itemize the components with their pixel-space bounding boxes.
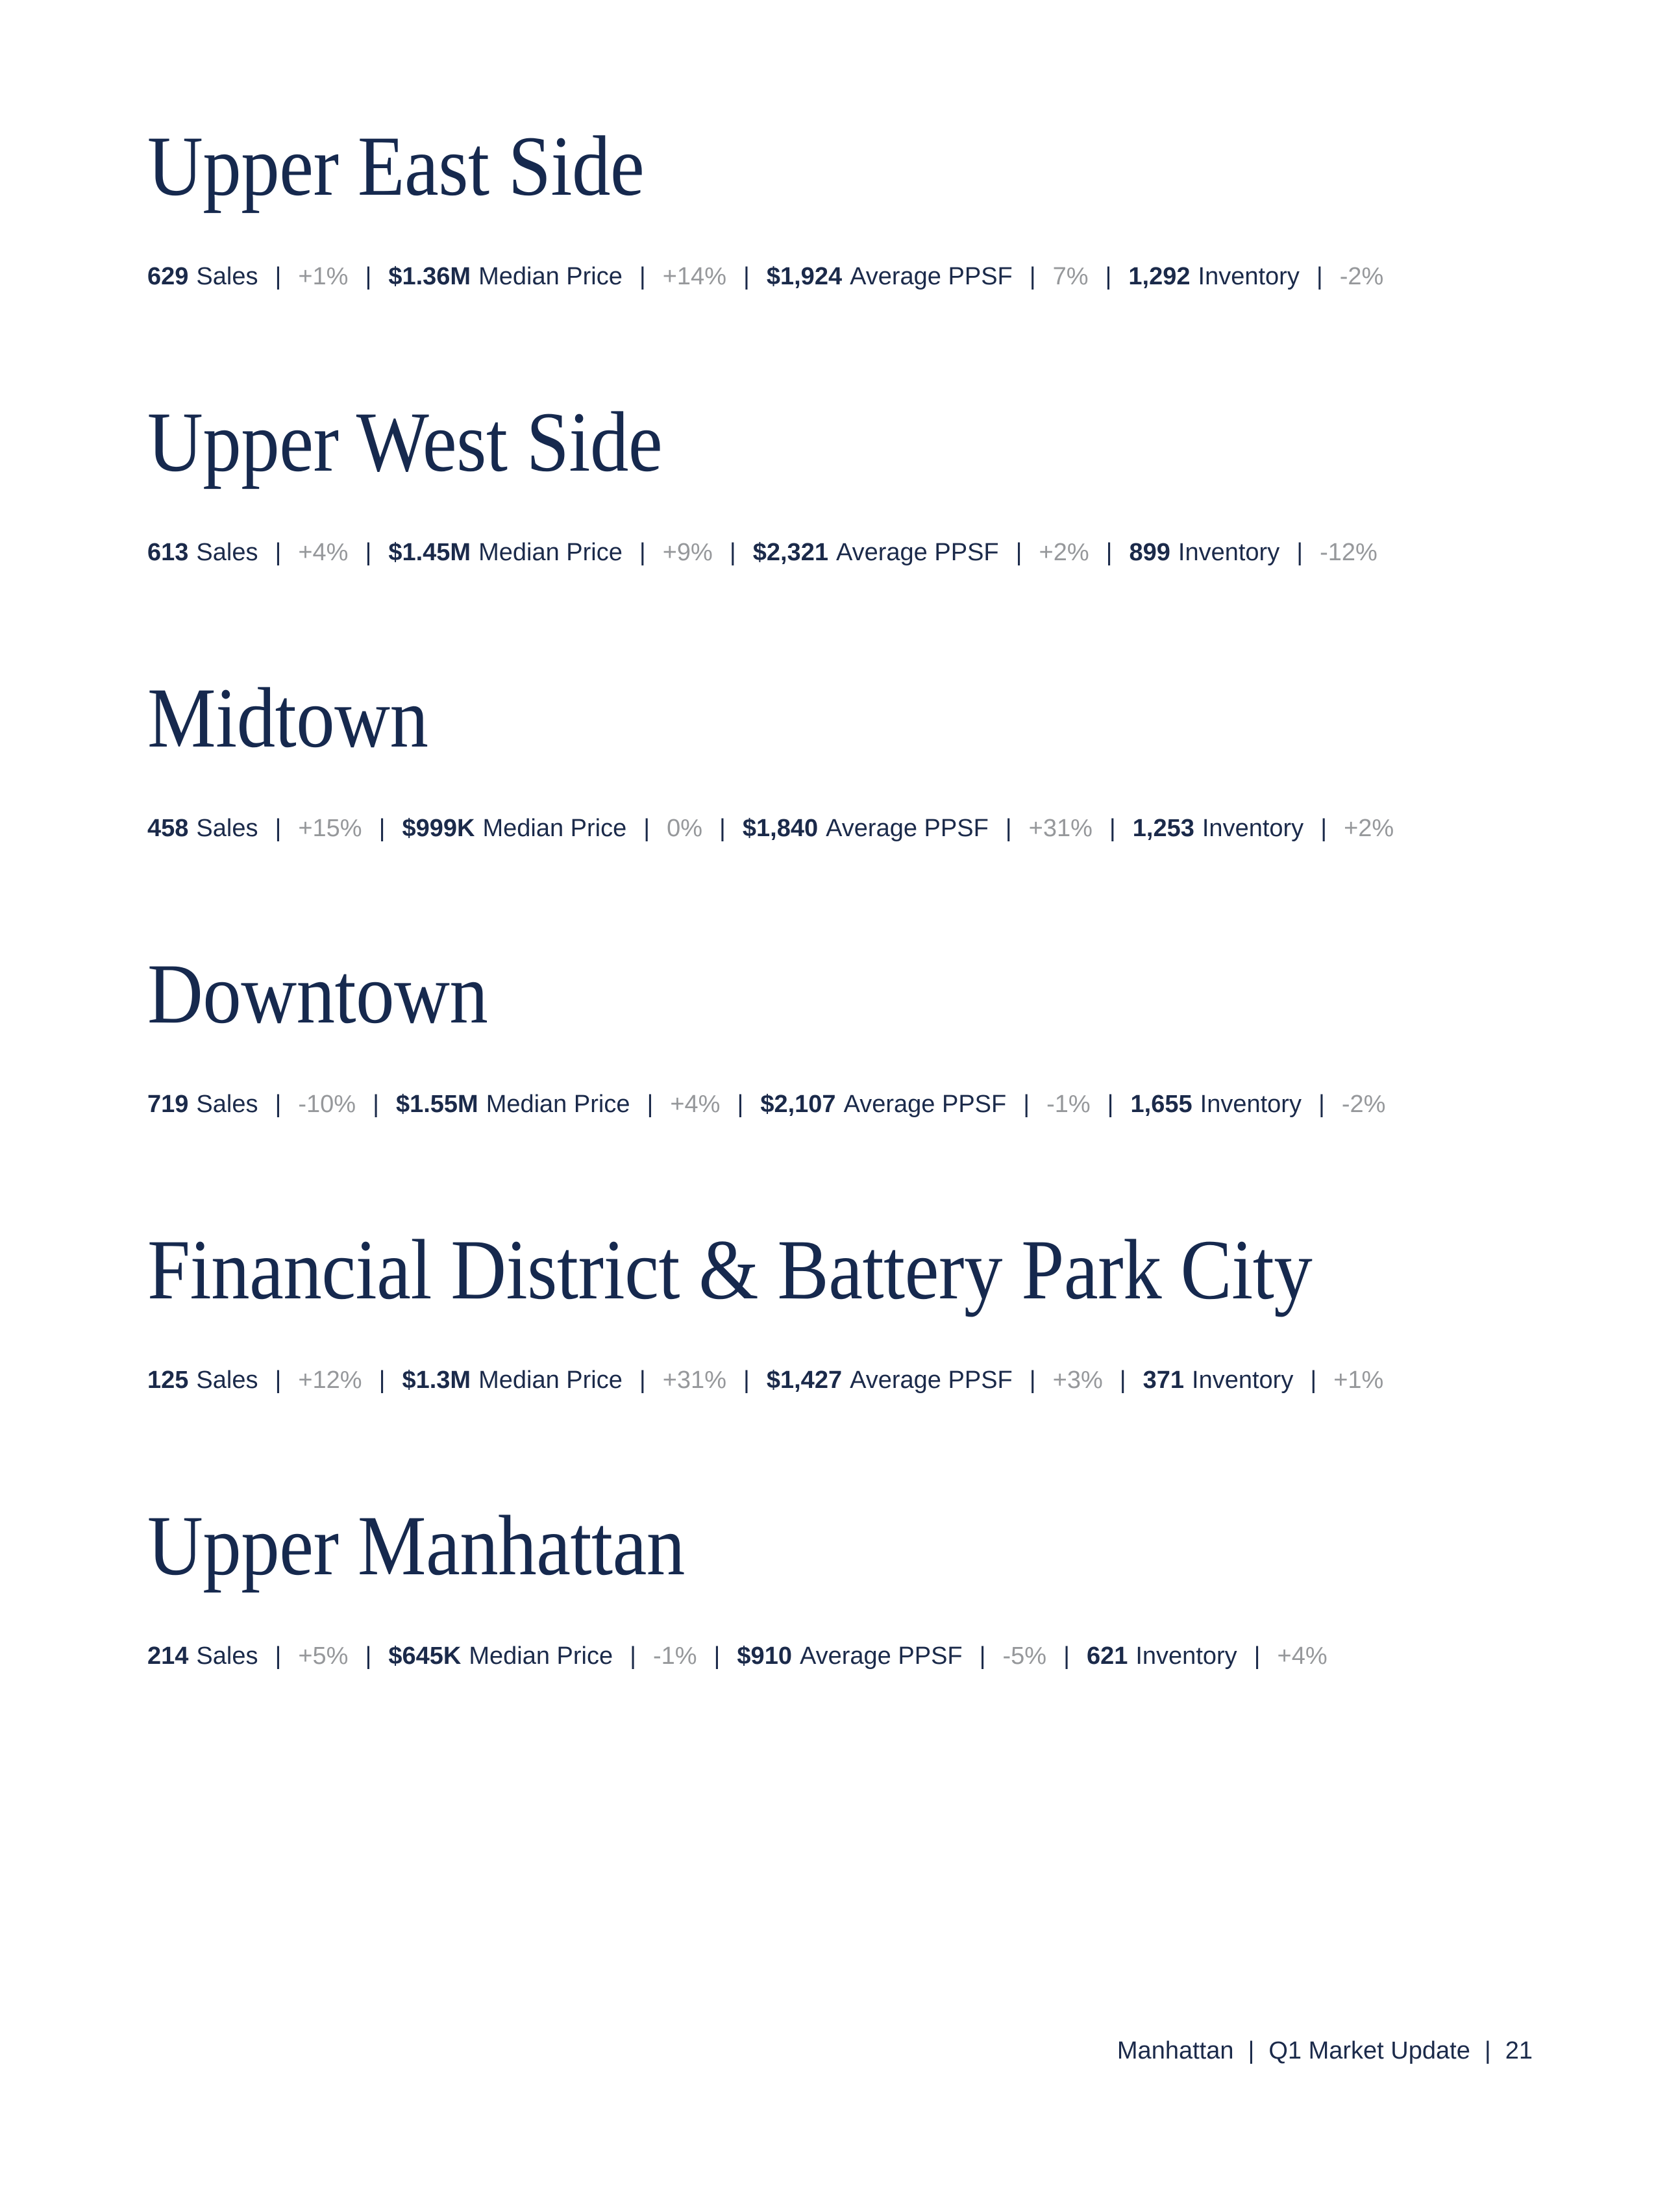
separator: | <box>378 1367 386 1394</box>
neighborhood-stats <box>147 1644 1533 1668</box>
separator: | <box>643 815 650 842</box>
stat-change: 0% <box>667 815 703 842</box>
separator: | <box>275 1367 282 1394</box>
stat-label: Average PPSF <box>843 1091 1007 1118</box>
neighborhood-stats <box>147 264 1533 289</box>
footer-separator: | <box>1248 2037 1255 2064</box>
stat-label: Inventory <box>1192 1367 1294 1394</box>
separator: | <box>979 1642 986 1670</box>
stat-change: +2% <box>1039 539 1089 566</box>
stat-label: Sales <box>196 1091 258 1118</box>
stat-value: $2,107 <box>760 1091 836 1118</box>
neighborhood-stats <box>147 1092 1533 1117</box>
stat-label: Inventory <box>1198 263 1300 290</box>
stat-value: 613 <box>147 539 189 566</box>
stat-change: +1% <box>1333 1367 1384 1394</box>
stat-value: 125 <box>147 1367 189 1394</box>
stat-value: 899 <box>1129 539 1170 566</box>
neighborhood-section <box>147 394 1533 566</box>
stat-change: +4% <box>298 539 349 566</box>
stat-label: Sales <box>196 1642 258 1670</box>
stat-label: Median Price <box>478 263 623 290</box>
separator: | <box>713 1642 721 1670</box>
stat-value: $1,924 <box>766 263 843 290</box>
neighborhood-title: Downtown <box>147 946 488 1041</box>
stat-value: 621 <box>1086 1642 1128 1670</box>
stat-change: -12% <box>1320 539 1377 566</box>
stat-label: Average PPSF <box>799 1642 963 1670</box>
separator: | <box>1318 1091 1325 1118</box>
stat-change: -1% <box>1046 1091 1091 1118</box>
separator: | <box>630 1642 636 1670</box>
neighborhood-stats <box>147 816 1533 841</box>
neighborhood-title: Financial District & Battery Park City <box>147 1222 1313 1317</box>
stat-value: 214 <box>147 1642 189 1670</box>
stat-label: Median Price <box>478 539 623 566</box>
separator: | <box>275 815 282 842</box>
stat-value: 371 <box>1143 1367 1185 1394</box>
stat-label: Average PPSF <box>826 815 989 842</box>
stat-value: 1,292 <box>1128 263 1191 290</box>
stat-change: +12% <box>298 1367 362 1394</box>
separator: | <box>647 1091 654 1118</box>
separator: | <box>719 815 726 842</box>
neighborhood-section <box>147 670 1533 842</box>
separator: | <box>639 539 646 566</box>
stat-label: Sales <box>196 815 258 842</box>
footer-region: Manhattan <box>1117 2037 1234 2064</box>
stat-label: Average PPSF <box>850 263 1013 290</box>
stat-label: Sales <box>196 539 258 566</box>
separator: | <box>639 263 646 290</box>
stat-value: $999K <box>402 815 475 842</box>
footer-report-title: Q1 Market Update <box>1268 2037 1470 2064</box>
stat-label: Inventory <box>1200 1091 1302 1118</box>
separator: | <box>275 1091 282 1118</box>
stat-value: $645K <box>388 1642 462 1670</box>
stat-value: 629 <box>147 263 189 290</box>
separator: | <box>639 1367 646 1394</box>
stat-change: +15% <box>298 815 362 842</box>
separator: | <box>365 539 372 566</box>
stat-label: Median Price <box>482 815 627 842</box>
stat-change: +3% <box>1052 1367 1103 1394</box>
stat-value: $1,427 <box>766 1367 843 1394</box>
stat-value: $910 <box>737 1642 792 1670</box>
stat-value: $1.45M <box>388 539 471 566</box>
stat-label: Average PPSF <box>835 539 999 566</box>
stat-change: +4% <box>670 1091 721 1118</box>
stat-label: Sales <box>196 1367 258 1394</box>
separator: | <box>1063 1642 1070 1670</box>
stat-value: 458 <box>147 815 189 842</box>
separator: | <box>275 263 282 290</box>
stat-value: $1.55M <box>395 1091 478 1118</box>
separator: | <box>737 1091 744 1118</box>
neighborhood-title: Midtown <box>147 670 428 765</box>
stat-label: Inventory <box>1135 1642 1237 1670</box>
stat-change: -2% <box>1341 1091 1386 1118</box>
stat-change: -5% <box>1002 1642 1047 1670</box>
stat-change: +1% <box>298 263 349 290</box>
separator: | <box>1320 815 1328 842</box>
separator: | <box>1316 263 1323 290</box>
stat-change: +31% <box>1028 815 1093 842</box>
neighborhood-title: Upper Manhattan <box>147 1498 685 1593</box>
separator: | <box>1029 1367 1036 1394</box>
neighborhood-title: Upper East Side <box>147 118 645 214</box>
stat-label: Inventory <box>1178 539 1280 566</box>
separator: | <box>378 815 386 842</box>
neighborhood-section <box>147 118 1533 290</box>
stat-value: $2,321 <box>752 539 828 566</box>
stat-label: Inventory <box>1202 815 1304 842</box>
stat-value: 719 <box>147 1091 189 1118</box>
separator: | <box>1119 1367 1126 1394</box>
stat-change: 7% <box>1052 263 1089 290</box>
stat-change: +2% <box>1344 815 1394 842</box>
stat-change: -2% <box>1339 263 1384 290</box>
neighborhood-title: Upper West Side <box>147 394 663 489</box>
separator: | <box>1005 815 1012 842</box>
stat-label: Median Price <box>478 1367 623 1394</box>
separator: | <box>373 1091 379 1118</box>
neighborhood-stats <box>147 540 1533 565</box>
stat-label: Average PPSF <box>850 1367 1013 1394</box>
neighborhood-section <box>147 1498 1533 1670</box>
footer-separator: | <box>1484 2037 1491 2064</box>
separator: | <box>1296 539 1303 566</box>
separator: | <box>1015 539 1022 566</box>
stat-change: -1% <box>652 1642 697 1670</box>
separator: | <box>1109 815 1116 842</box>
stat-value: $1.36M <box>388 263 471 290</box>
stat-label: Median Price <box>486 1091 630 1118</box>
neighborhood-stats <box>147 1368 1533 1393</box>
stat-value: $1,840 <box>742 815 819 842</box>
page-footer <box>1117 2038 1533 2063</box>
stat-change: +5% <box>298 1642 349 1670</box>
separator: | <box>743 1367 750 1394</box>
stat-value: 1,655 <box>1130 1091 1192 1118</box>
separator: | <box>365 1642 372 1670</box>
stat-change: -10% <box>298 1091 356 1118</box>
footer-page-number: 21 <box>1505 2037 1533 2064</box>
stat-value: 1,253 <box>1132 815 1194 842</box>
stat-value: $1.3M <box>402 1367 471 1394</box>
stat-label: Median Price <box>469 1642 613 1670</box>
separator: | <box>1106 539 1113 566</box>
separator: | <box>729 539 736 566</box>
separator: | <box>1029 263 1036 290</box>
stat-label: Sales <box>196 263 258 290</box>
separator: | <box>1107 1091 1114 1118</box>
neighborhood-section <box>147 1222 1533 1394</box>
stat-change: +14% <box>662 263 726 290</box>
separator: | <box>275 539 282 566</box>
separator: | <box>743 263 750 290</box>
stat-change: +9% <box>662 539 713 566</box>
separator: | <box>1023 1091 1030 1118</box>
separator: | <box>1254 1642 1261 1670</box>
separator: | <box>1105 263 1112 290</box>
neighborhood-section <box>147 946 1533 1118</box>
separator: | <box>1310 1367 1317 1394</box>
stat-change: +31% <box>662 1367 726 1394</box>
stat-change: +4% <box>1277 1642 1328 1670</box>
separator: | <box>365 263 372 290</box>
separator: | <box>275 1642 282 1670</box>
